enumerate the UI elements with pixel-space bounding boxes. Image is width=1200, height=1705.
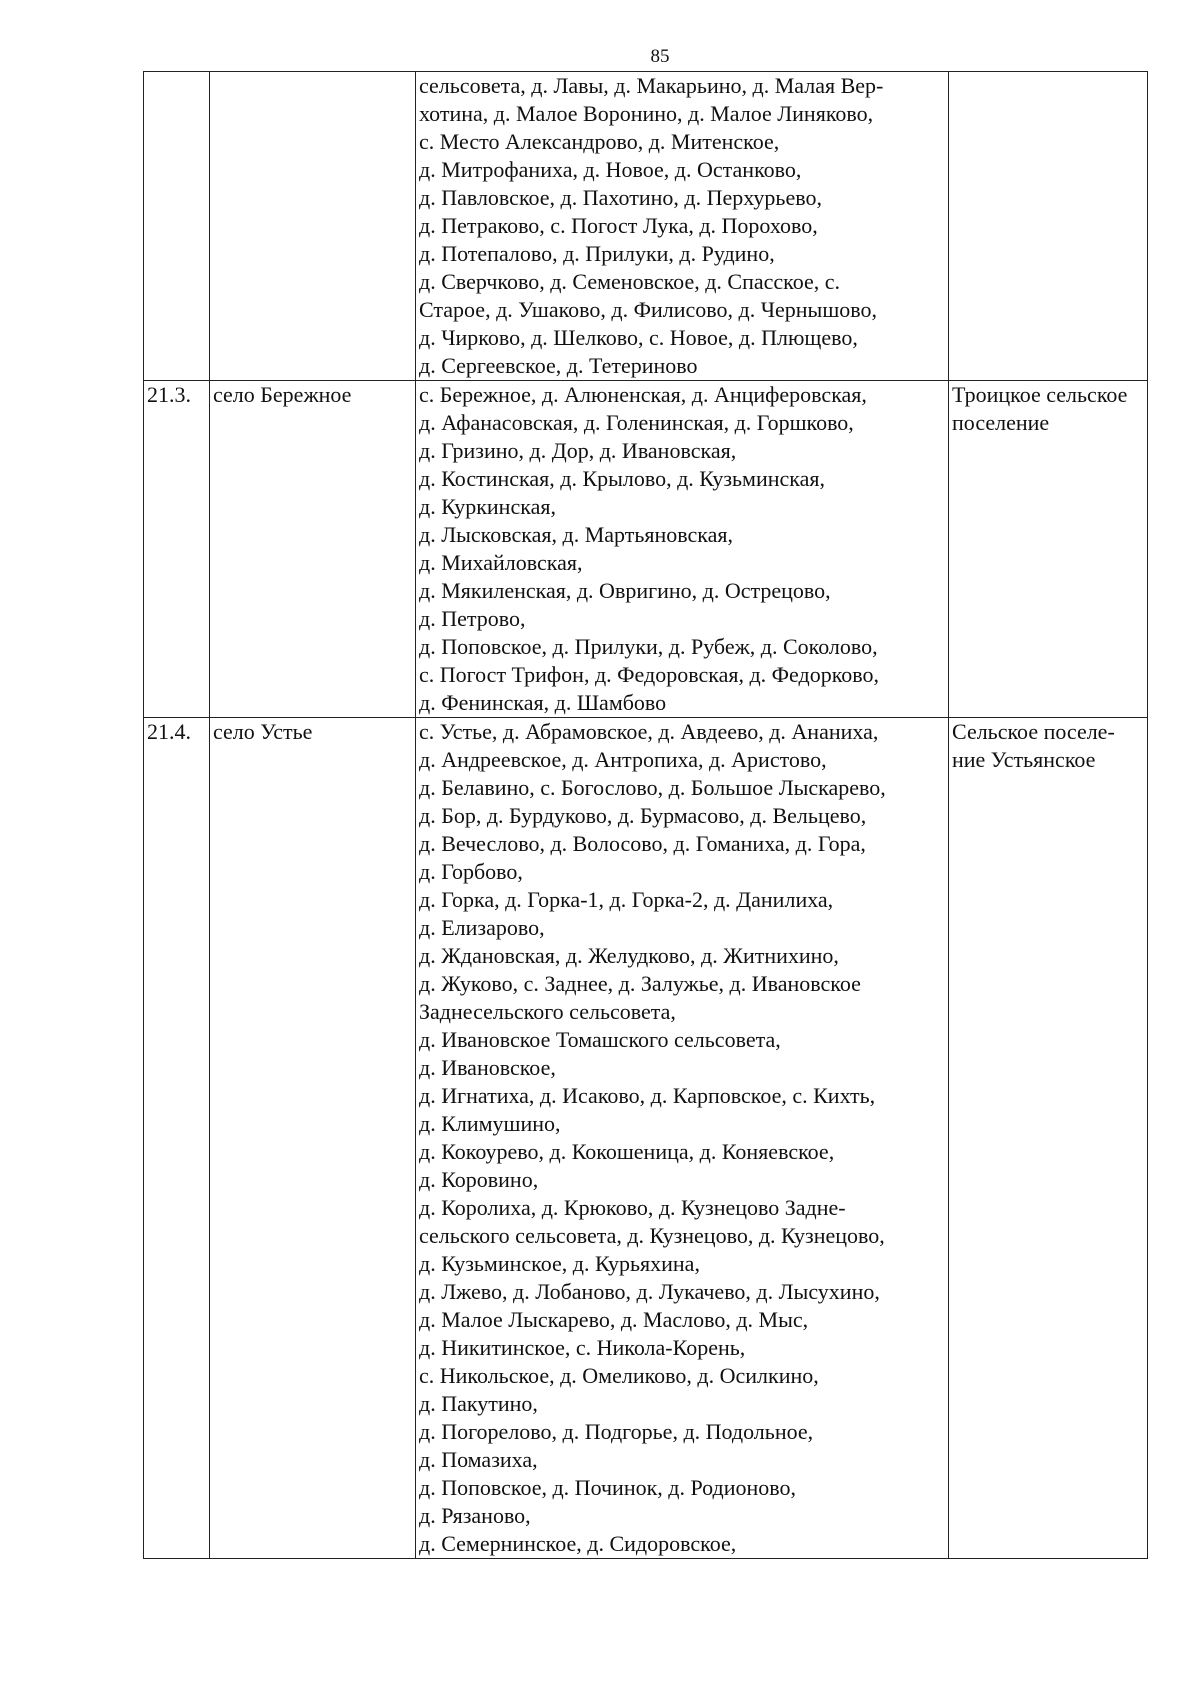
- locality-line: д. Ивановское Томашского сельсовета,: [419, 1027, 781, 1052]
- locality-line: д. Митрофаниха, д. Новое, д. Останково,: [419, 157, 802, 182]
- locality-line: сельсовета, д. Лавы, д. Макарьино, д. Малая Вер-: [419, 73, 884, 98]
- locality-line: д. Сверчково, д. Семеновское, д. Спасское, с.: [419, 269, 841, 294]
- settlements-table: [143, 71, 1148, 1559]
- locality-line: д. Коровино,: [419, 1167, 539, 1192]
- municipality-line: поселение: [952, 410, 1050, 435]
- localities-list-cell: [416, 72, 949, 381]
- locality-line: д. Куркинская,: [419, 494, 556, 519]
- locality-line: д. Гризино, д. Дор, д. Ивановская,: [419, 438, 737, 463]
- table-row: [144, 718, 1148, 1559]
- locality-line: д. Ивановское,: [419, 1055, 556, 1080]
- settlement-name: село Бережное: [213, 382, 352, 407]
- locality-line: д. Петрово,: [419, 606, 526, 631]
- locality-line: д. Горбово,: [419, 859, 523, 884]
- row-number-cell: [144, 381, 210, 718]
- page-number: 85: [650, 46, 670, 67]
- settlement-name-cell: [210, 381, 416, 718]
- locality-line: д. Андреевское, д. Антропиха, д. Аристово,: [419, 747, 827, 772]
- municipality-cell: [949, 381, 1148, 718]
- row-number-cell: [144, 72, 210, 381]
- locality-line: д. Поповское, д. Починок, д. Родионово,: [419, 1475, 797, 1500]
- locality-line: Старое, д. Ушаково, д. Филисово, д. Чернышово,: [419, 297, 878, 322]
- locality-line: д. Климушино,: [419, 1111, 561, 1136]
- locality-line: д. Кокоурево, д. Кокошеница, д. Коняевское,: [419, 1139, 835, 1164]
- locality-line: д. Петраково, с. Погост Лука, д. Порохово,: [419, 213, 818, 238]
- locality-line: д. Павловское, д. Пахотино, д. Перхурьево,: [419, 185, 822, 210]
- municipality-cell: [949, 718, 1148, 1559]
- locality-line: д. Сергеевское, д. Тетериново: [419, 353, 698, 378]
- locality-line: д. Пакутино,: [419, 1391, 538, 1416]
- locality-line: д. Никитинское, с. Никола-Корень,: [419, 1335, 746, 1360]
- locality-line: д. Ждановская, д. Желудково, д. Житнихино,: [419, 943, 839, 968]
- locality-line: сельского сельсовета, д. Кузнецово, д. Кузнецово,: [419, 1223, 885, 1248]
- locality-line: д. Потепалово, д. Прилуки, д. Рудино,: [419, 241, 775, 266]
- row-number: 21.3.: [147, 382, 191, 407]
- locality-line: д. Лжево, д. Лобаново, д. Лукачево, д. Лысухино,: [419, 1279, 880, 1304]
- locality-line: д. Костинская, д. Крылово, д. Кузьминская,: [419, 466, 826, 491]
- locality-line: д. Афанасовская, д. Голенинская, д. Горшково,: [419, 410, 854, 435]
- locality-line: д. Семернинское, д. Сидоровское,: [419, 1531, 737, 1556]
- localities-list-cell: [416, 381, 949, 718]
- locality-line: хотина, д. Малое Воронино, д. Малое Линяково,: [419, 101, 874, 126]
- locality-line: с. Погост Трифон, д. Федоровская, д. Федорково,: [419, 662, 880, 687]
- locality-line: с. Никольское, д. Омеликово, д. Осилкино,: [419, 1363, 819, 1388]
- table-row: [144, 72, 1148, 381]
- locality-line: д. Рязаново,: [419, 1503, 531, 1528]
- settlement-name-cell: [210, 718, 416, 1559]
- localities-list-cell: [416, 718, 949, 1559]
- locality-line: д. Фенинская, д. Шамбово: [419, 690, 667, 715]
- locality-line: д. Чирково, д. Шелково, с. Новое, д. Плющево,: [419, 325, 858, 350]
- locality-line: с. Бережное, д. Алюненская, д. Анциферовская,: [419, 382, 867, 407]
- settlement-name: село Устье: [213, 719, 313, 744]
- row-number: 21.4.: [147, 719, 191, 744]
- locality-line: д. Поповское, д. Прилуки, д. Рубеж, д. Соколово,: [419, 634, 878, 659]
- locality-line: д. Лысковская, д. Мартьяновская,: [419, 522, 734, 547]
- locality-line: д. Горка, д. Горка-1, д. Горка-2, д. Данилиха,: [419, 887, 834, 912]
- locality-line: д. Мякиленская, д. Овригино, д. Острецово,: [419, 578, 831, 603]
- locality-line: д. Помазиха,: [419, 1447, 538, 1472]
- municipality-line: Троицкое сельское: [952, 382, 1128, 407]
- locality-line: д. Игнатиха, д. Исаково, д. Карповское, с. Кихть,: [419, 1083, 876, 1108]
- municipality-cell: [949, 72, 1148, 381]
- locality-line: с. Место Александрово, д. Митенское,: [419, 129, 780, 154]
- locality-line: д. Бор, д. Бурдуково, д. Бурмасово, д. Вельцево,: [419, 803, 867, 828]
- locality-line: д. Вечеслово, д. Волосово, д. Гоманиха, д. Гора,: [419, 831, 866, 856]
- locality-line: д. Погорелово, д. Подгорье, д. Подольное,: [419, 1419, 814, 1444]
- locality-line: д. Елизарово,: [419, 915, 545, 940]
- table-row: [144, 381, 1148, 718]
- row-number-cell: [144, 718, 210, 1559]
- locality-line: д. Малое Лыскарево, д. Маслово, д. Мыс,: [419, 1307, 809, 1332]
- municipality-line: Сельское поселе-: [952, 719, 1115, 744]
- locality-line: д. Жуково, с. Заднее, д. Залужье, д. Ивановское: [419, 971, 861, 996]
- locality-line: с. Устье, д. Абрамовское, д. Авдеево, д. Ананиха,: [419, 719, 879, 744]
- table-body: [144, 72, 1148, 1559]
- locality-line: д. Белавино, с. Богослово, д. Большое Лыскарево,: [419, 775, 886, 800]
- locality-line: Заднесельского сельсовета,: [419, 999, 676, 1024]
- locality-line: д. Королиха, д. Крюково, д. Кузнецово Задне-: [419, 1195, 846, 1220]
- settlement-name-cell: [210, 72, 416, 381]
- municipality-line: ние Устьянское: [952, 747, 1096, 772]
- locality-line: д. Кузьминское, д. Курьяхина,: [419, 1251, 700, 1276]
- locality-line: д. Михайловская,: [419, 550, 583, 575]
